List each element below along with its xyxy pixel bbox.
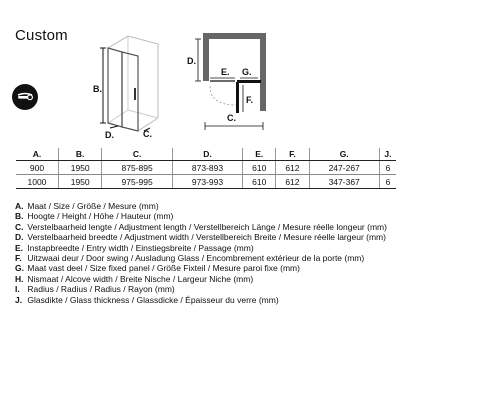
legend-key: J. xyxy=(15,294,23,305)
plan-label-c: C. xyxy=(227,113,236,123)
col-header-g: G. xyxy=(309,148,379,161)
legend-item xyxy=(15,222,485,232)
table-cell: 612 xyxy=(276,175,309,189)
col-header-j: J. xyxy=(379,148,396,161)
table-cell: 875-895 xyxy=(102,161,172,175)
table-cell: 247-267 xyxy=(309,161,379,175)
plan-label-d: D. xyxy=(187,56,196,66)
table-cell: 610 xyxy=(243,175,276,189)
dimension-legend xyxy=(15,201,485,305)
legend-key: H. xyxy=(15,273,24,284)
legend-text: Verstelbaarheid lengte / Adjustment length / Verstellbereich Länge / Mesure réelle longeur (mm) xyxy=(27,221,387,232)
table-cell: 900 xyxy=(16,161,58,175)
col-header-d: D. xyxy=(172,148,242,161)
legend-item xyxy=(15,284,485,294)
table-row xyxy=(16,161,396,175)
legend-key: D. xyxy=(15,232,24,243)
legend-text: Verstelbaarheid breedte / Adjustment width / Verstellbereich Breite / Mesure réelle largeur (mm) xyxy=(27,232,386,243)
legend-key: G. xyxy=(15,263,24,274)
front-view-diagram xyxy=(93,36,158,140)
plan-label-f: F. xyxy=(246,95,254,105)
legend-text: Maat / Size / Größe / Mesure (mm) xyxy=(27,201,159,211)
table-cell: 347-367 xyxy=(309,175,379,189)
legend-item xyxy=(15,243,485,253)
table-cell: 975-995 xyxy=(102,175,172,189)
table-cell: 6 xyxy=(379,161,396,175)
col-header-c: C. xyxy=(102,148,172,161)
col-header-f: F. xyxy=(276,148,309,161)
page-title: Custom xyxy=(15,27,68,44)
legend-key: F. xyxy=(15,253,22,264)
front-label-d: D. xyxy=(105,130,114,140)
table-cell: 1000 xyxy=(16,175,58,189)
dimensions-table xyxy=(16,148,396,189)
legend-item xyxy=(15,211,485,221)
col-header-e: E. xyxy=(243,148,276,161)
table-cell: 873-893 xyxy=(172,161,242,175)
legend-text: Nismaat / Alcove width / Breite Nische / Largeur Niche (mm) xyxy=(27,273,254,284)
front-label-b: B. xyxy=(93,84,102,94)
plan-label-e: E. xyxy=(221,67,230,77)
table-cell: 6 xyxy=(379,175,396,189)
legend-key: B. xyxy=(15,211,24,222)
table-cell: 1950 xyxy=(58,161,102,175)
table-header-row xyxy=(16,148,396,161)
col-header-b: B. xyxy=(58,148,102,161)
legend-text: Glasdikte / Glass thickness / Glassdicke / Épaisseur du verre (mm) xyxy=(27,294,279,305)
legend-key: E. xyxy=(15,242,24,253)
legend-text: Maat vast deel / Size fixed panel / Größe Fixteil / Mesure paroi fixe (mm) xyxy=(27,263,300,274)
table-cell: 610 xyxy=(243,161,276,175)
table-row xyxy=(16,175,396,189)
legend-item xyxy=(15,295,485,305)
legend-text: Uitzwaai deur / Door swing / Ausladung Glass / Encombrement extérieur de la porte (mm) xyxy=(27,253,365,264)
legend-item xyxy=(15,232,485,242)
col-header-a: A. xyxy=(16,148,58,161)
legend-key: C. xyxy=(15,221,24,232)
legend-text: Hoogte / Height / Höhe / Hauteur (mm) xyxy=(27,211,174,222)
plan-view-diagram xyxy=(187,33,266,130)
table-cell: 1950 xyxy=(58,175,102,189)
shower-diagrams xyxy=(0,0,500,150)
legend-key: A. xyxy=(15,201,24,211)
legend-item xyxy=(15,274,485,284)
legend-text: Instapbreedte / Entry width / Einstiegsbreite / Passage (mm) xyxy=(27,242,254,253)
table-cell: 973-993 xyxy=(172,175,242,189)
legend-text: Radius / Radius / Radius / Rayon (mm) xyxy=(27,284,175,295)
legend-item xyxy=(15,263,485,273)
legend-item xyxy=(15,253,485,263)
table-cell: 612 xyxy=(276,161,309,175)
legend-key: I. xyxy=(15,284,20,295)
plan-label-g: G. xyxy=(242,67,252,77)
front-label-c: C. xyxy=(143,129,152,139)
legend-item xyxy=(15,201,485,211)
